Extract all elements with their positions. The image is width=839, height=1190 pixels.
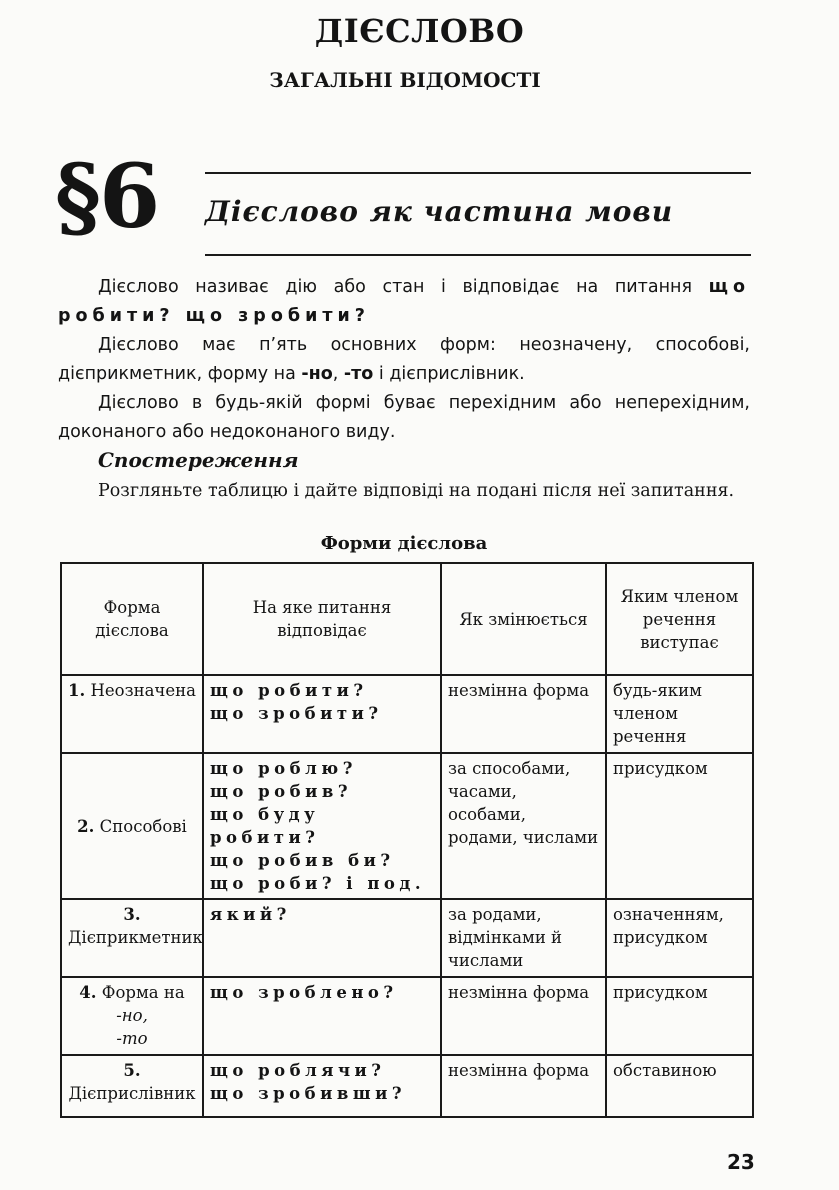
verb-forms-table — [60, 562, 754, 1118]
question: що буду робити? — [210, 805, 320, 847]
table-row — [61, 753, 753, 899]
forms-comma: , — [332, 364, 344, 384]
form-name-to: -то — [116, 1029, 148, 1048]
header-role: Яким членом речення виступає — [606, 563, 753, 675]
form-name: Способові — [99, 816, 187, 836]
header-question: На яке питання відповідає — [203, 563, 441, 675]
changes-cell: незмінна форма — [441, 675, 606, 753]
section-number: §6 — [55, 144, 159, 248]
table-header-row — [61, 563, 753, 675]
form-name: Дієприслівник — [68, 1084, 196, 1103]
question-cell — [203, 1055, 441, 1117]
forms-text: Дієслово має п’ять основних форм: неозначену, способові, дієприкметник, форму на — [58, 335, 750, 384]
role-cell: обставиною — [606, 1055, 753, 1117]
form-name: Форма на — [101, 983, 185, 1002]
form-to-suffix: -то — [343, 364, 374, 384]
observation-instruction: Розгляньте таблицю і дайте відповіді на подані після неї запитання. — [98, 481, 735, 501]
definition-text: Дієслово називає дію або стан і відповідає на питання — [98, 277, 693, 297]
role-cell: присудком — [606, 753, 753, 899]
table-row — [61, 675, 753, 753]
role-cell: означенням, присудком — [606, 899, 753, 977]
section-title: Дієслово як частина мови — [205, 195, 674, 228]
table-row — [61, 1055, 753, 1117]
question-cell — [203, 675, 441, 753]
transitivity-text: Дієслово в будь-якій формі буває перехідним або неперехідним, доконаного або недоконаного виду. — [58, 393, 750, 442]
question: що роблю? — [210, 759, 357, 778]
definition-paragraph — [58, 273, 750, 331]
form-number: 5. — [123, 1061, 141, 1080]
role-cell: присудком — [606, 977, 753, 1055]
form-name: Дієприкметник — [68, 928, 203, 947]
chapter-title: ДІЄСЛОВО — [314, 12, 525, 50]
question: що роби? і под. — [210, 874, 426, 893]
form-number: 2. — [77, 816, 95, 836]
form-name: Неозначена — [90, 681, 196, 700]
form-name-no: -но, — [116, 1006, 148, 1025]
question: що роблячи? — [210, 1061, 386, 1080]
transitivity-paragraph — [58, 389, 750, 447]
question-cell — [203, 899, 441, 977]
definition-questions: що робити? що зробити? — [58, 277, 750, 326]
form-cell — [61, 1055, 203, 1117]
changes-cell: за родами, відмінками й числами — [441, 899, 606, 977]
observation-heading: Спостереження — [98, 448, 299, 472]
changes-cell: незмінна форма — [441, 1055, 606, 1117]
form-cell — [61, 899, 203, 977]
form-number: 1. — [68, 681, 86, 700]
chapter-subtitle: ЗАГАЛЬНІ ВІДОМОСТІ — [269, 68, 541, 92]
forms-paragraph — [58, 331, 750, 389]
question: що зроблено? — [210, 983, 398, 1002]
question: що робив? — [210, 782, 353, 801]
page-number: 23 — [727, 1150, 755, 1174]
question-cell — [203, 753, 441, 899]
form-number: 3. — [123, 905, 141, 924]
table-row — [61, 899, 753, 977]
question: що зробити? — [210, 704, 383, 723]
form-cell — [61, 675, 203, 753]
header-form: Форма дієслова — [61, 563, 203, 675]
section-top-rule — [205, 172, 751, 174]
question: що робив би? — [210, 851, 395, 870]
role-cell: будь-яким членом речення — [606, 675, 753, 753]
changes-cell: незмінна форма — [441, 977, 606, 1055]
observation-text — [58, 477, 750, 506]
form-number: 4. — [79, 983, 97, 1002]
question: який? — [210, 905, 291, 924]
form-cell — [61, 753, 203, 899]
table-title: Форми дієслова — [320, 533, 488, 554]
header-changes: Як змінюється — [441, 563, 606, 675]
form-no-suffix: -но — [301, 364, 333, 384]
changes-cell: за способами, часами, особами, родами, числами — [441, 753, 606, 899]
question: що зробивши? — [210, 1084, 407, 1103]
forms-text-end: і дієприслівник. — [373, 364, 525, 384]
question: що робити? — [210, 681, 368, 700]
form-cell — [61, 977, 203, 1055]
question-cell — [203, 977, 441, 1055]
table-row — [61, 977, 753, 1055]
section-bottom-rule — [205, 254, 751, 256]
